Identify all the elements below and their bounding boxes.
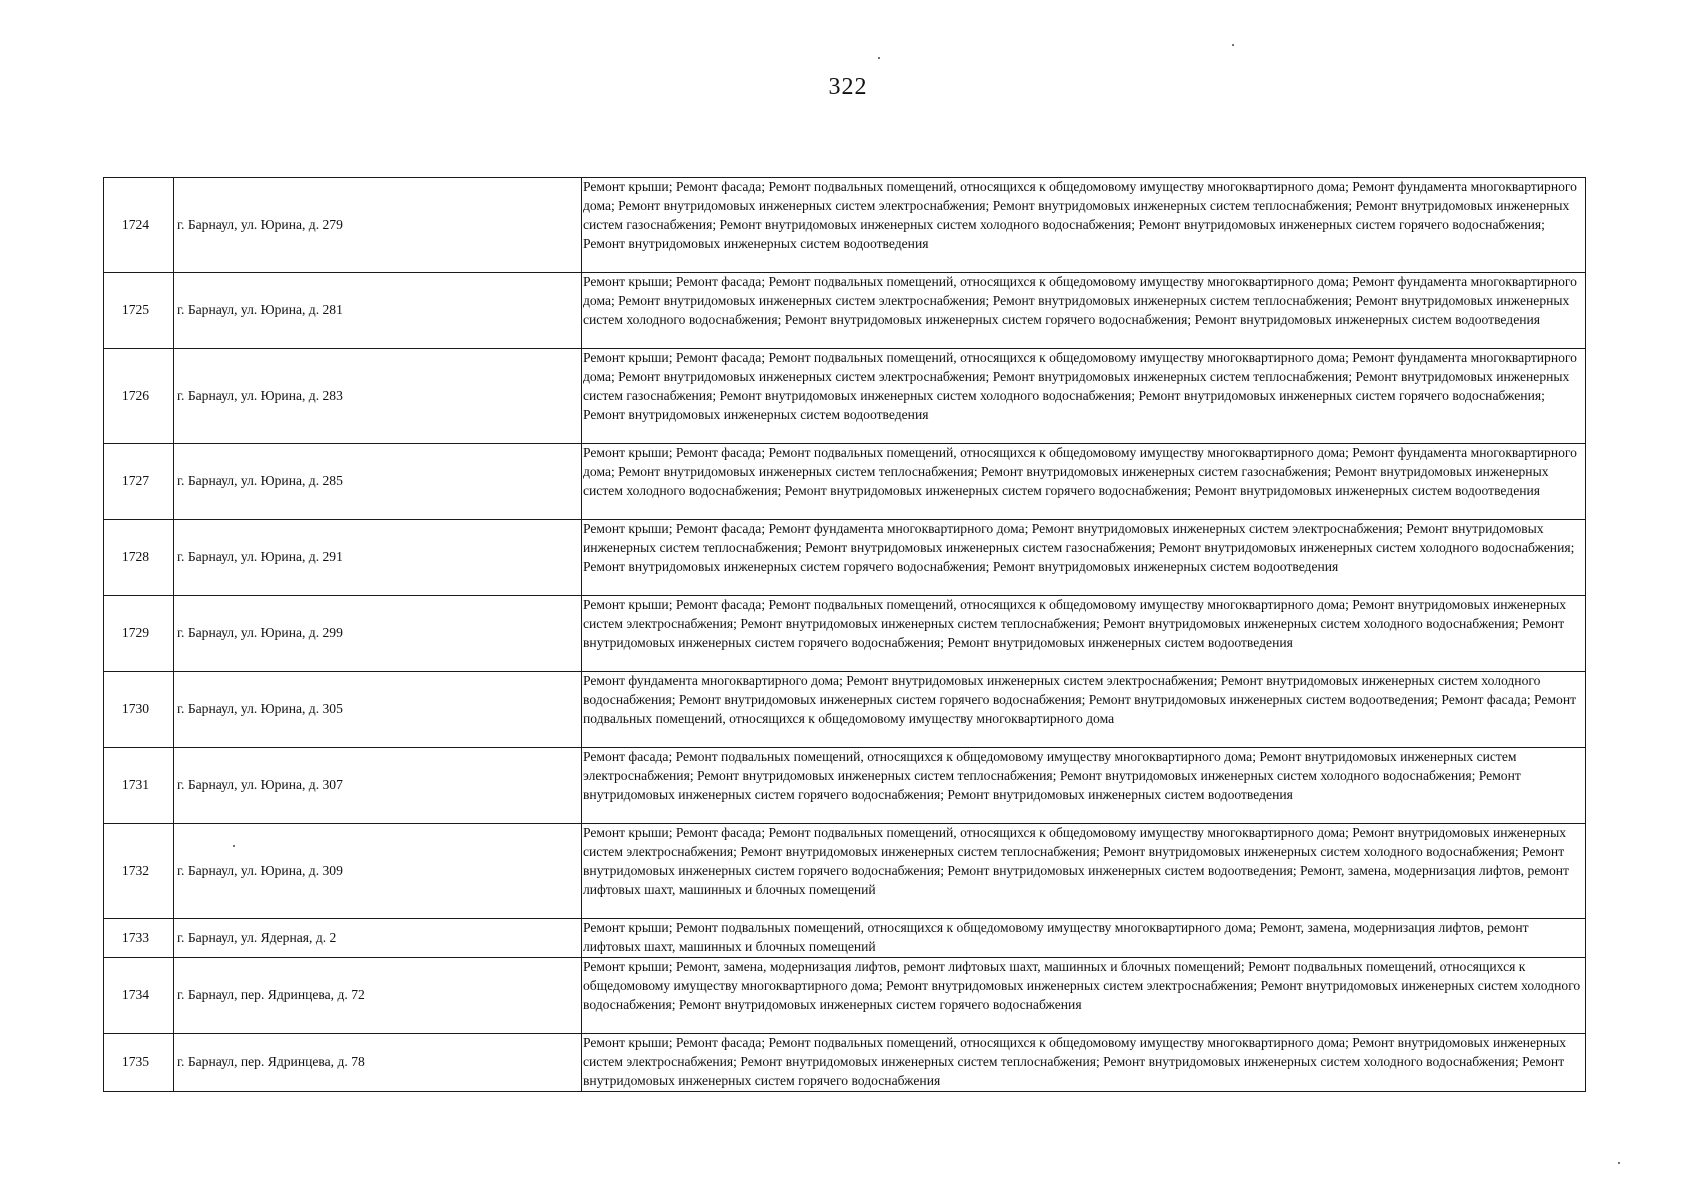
row-address: г. Барнаул, ул. Юрина, д. 283 (174, 349, 582, 444)
row-number: 1734 (104, 958, 174, 1034)
row-works: Ремонт крыши; Ремонт фасада; Ремонт подвальных помещений, относящихся к общедомовому имуществу многоквартирного дома; Ремонт фундамента многоквартирного дома; Ремонт внутридомовых инженерных систем электроснабжения; Ремонт внутридомовых инженерных систем теплоснабжения; Ремонт внутридомовых инженерных систем холодного водоснабжения; Ремонт внутридомовых инженерных систем горячего водоснабжения; Ремонт внутридомовых инженерных систем водоотведения (582, 273, 1586, 349)
row-number: 1731 (104, 748, 174, 824)
scan-speck (233, 845, 235, 847)
row-address: г. Барнаул, ул. Юрина, д. 299 (174, 596, 582, 672)
row-works: Ремонт крыши; Ремонт, замена, модернизация лифтов, ремонт лифтовых шахт, машинных и блочных помещений; Ремонт подвальных помещений, относящихся к общедомовому имуществу многоквартирного дома; Ремонт внутридомовых инженерных систем электроснабжения; Ремонт внутридомовых инженерных систем холодного водоснабжения; Ремонт внутридомовых инженерных систем горячего водоснабжения (582, 958, 1586, 1034)
row-works: Ремонт фундамента многоквартирного дома; Ремонт внутридомовых инженерных систем электроснабжения; Ремонт внутридомовых инженерных систем холодного водоснабжения; Ремонт внутридомовых инженерных систем горячего водоснабжения; Ремонт внутридомовых инженерных систем водоотведения; Ремонт фасада; Ремонт подвальных помещений, относящихся к общедомовому имуществу многоквартирного дома (582, 672, 1586, 748)
row-number: 1726 (104, 349, 174, 444)
table-row (104, 178, 1586, 273)
row-number: 1727 (104, 444, 174, 520)
table-row (104, 596, 1586, 672)
page-number: 322 (828, 74, 868, 100)
row-works: Ремонт крыши; Ремонт фасада; Ремонт фундамента многоквартирного дома; Ремонт внутридомовых инженерных систем электроснабжения; Ремонт внутридомовых инженерных систем теплоснабжения; Ремонт внутридомовых инженерных систем газоснабжения; Ремонт внутридомовых инженерных систем холодного водоснабжения; Ремонт внутридомовых инженерных систем горячего водоснабжения; Ремонт внутридомовых инженерных систем водоотведения (582, 520, 1586, 596)
table-row (104, 672, 1586, 748)
scan-speck (1618, 1162, 1620, 1164)
scan-speck (1232, 44, 1234, 46)
row-number: 1728 (104, 520, 174, 596)
table-row (104, 273, 1586, 349)
row-address: г. Барнаул, ул. Юрина, д. 279 (174, 178, 582, 273)
row-works: Ремонт крыши; Ремонт фасада; Ремонт подвальных помещений, относящихся к общедомовому имуществу многоквартирного дома; Ремонт внутридомовых инженерных систем электроснабжения; Ремонт внутридомовых инженерных систем теплоснабжения; Ремонт внутридомовых инженерных систем холодного водоснабжения; Ремонт внутридомовых инженерных систем горячего водоснабжения; Ремонт внутридомовых инженерных систем водоотведения (582, 596, 1586, 672)
row-works: Ремонт крыши; Ремонт подвальных помещений, относящихся к общедомовому имуществу многоквартирного дома; Ремонт, замена, модернизация лифтов, ремонт лифтовых шахт, машинных и блочных помещений (582, 919, 1586, 958)
repair-register-table (103, 177, 1586, 1092)
row-address: г. Барнаул, ул. Юрина, д. 305 (174, 672, 582, 748)
table-row (104, 824, 1586, 919)
scan-speck (878, 57, 880, 59)
row-address: г. Барнаул, пер. Ядринцева, д. 78 (174, 1034, 582, 1092)
row-address: г. Барнаул, ул. Ядерная, д. 2 (174, 919, 582, 958)
row-number: 1735 (104, 1034, 174, 1092)
row-works: Ремонт фасада; Ремонт подвальных помещений, относящихся к общедомовому имуществу многоквартирного дома; Ремонт внутридомовых инженерных систем электроснабжения; Ремонт внутридомовых инженерных систем теплоснабжения; Ремонт внутридомовых инженерных систем холодного водоснабжения; Ремонт внутридомовых инженерных систем горячего водоснабжения; Ремонт внутридомовых инженерных систем водоотведения (582, 748, 1586, 824)
row-works: Ремонт крыши; Ремонт фасада; Ремонт подвальных помещений, относящихся к общедомовому имуществу многоквартирного дома; Ремонт фундамента многоквартирного дома; Ремонт внутридомовых инженерных систем электроснабжения; Ремонт внутридомовых инженерных систем теплоснабжения; Ремонт внутридомовых инженерных систем газоснабжения; Ремонт внутридомовых инженерных систем холодного водоснабжения; Ремонт внутридомовых инженерных систем горячего водоснабжения; Ремонт внутридомовых инженерных систем водоотведения (582, 349, 1586, 444)
row-number: 1730 (104, 672, 174, 748)
row-address: г. Барнаул, ул. Юрина, д. 285 (174, 444, 582, 520)
row-works: Ремонт крыши; Ремонт фасада; Ремонт подвальных помещений, относящихся к общедомовому имуществу многоквартирного дома; Ремонт фундамента многоквартирного дома; Ремонт внутридомовых инженерных систем электроснабжения; Ремонт внутридомовых инженерных систем теплоснабжения; Ремонт внутридомовых инженерных систем газоснабжения; Ремонт внутридомовых инженерных систем холодного водоснабжения; Ремонт внутридомовых инженерных систем горячего водоснабжения; Ремонт внутридомовых инженерных систем водоотведения (582, 178, 1586, 273)
table-row (104, 444, 1586, 520)
row-number: 1724 (104, 178, 174, 273)
row-works: Ремонт крыши; Ремонт фасада; Ремонт подвальных помещений, относящихся к общедомовому имуществу многоквартирного дома; Ремонт внутридомовых инженерных систем электроснабжения; Ремонт внутридомовых инженерных систем теплоснабжения; Ремонт внутридомовых инженерных систем холодного водоснабжения; Ремонт внутридомовых инженерных систем горячего водоснабжения (582, 1034, 1586, 1092)
row-number: 1725 (104, 273, 174, 349)
table-row (104, 520, 1586, 596)
table-row (104, 1034, 1586, 1092)
row-address: г. Барнаул, ул. Юрина, д. 309 (174, 824, 582, 919)
row-address: г. Барнаул, ул. Юрина, д. 281 (174, 273, 582, 349)
table-row (104, 919, 1586, 958)
table-row (104, 958, 1586, 1034)
table-row (104, 748, 1586, 824)
row-number: 1733 (104, 919, 174, 958)
row-address: г. Барнаул, ул. Юрина, д. 291 (174, 520, 582, 596)
row-works: Ремонт крыши; Ремонт фасада; Ремонт подвальных помещений, относящихся к общедомовому имуществу многоквартирного дома; Ремонт фундамента многоквартирного дома; Ремонт внутридомовых инженерных систем теплоснабжения; Ремонт внутридомовых инженерных систем газоснабжения; Ремонт внутридомовых инженерных систем холодного водоснабжения; Ремонт внутридомовых инженерных систем горячего водоснабжения; Ремонт внутридомовых инженерных систем водоотведения (582, 444, 1586, 520)
table-row (104, 349, 1586, 444)
row-number: 1732 (104, 824, 174, 919)
row-number: 1729 (104, 596, 174, 672)
row-address: г. Барнаул, пер. Ядринцева, д. 72 (174, 958, 582, 1034)
row-works: Ремонт крыши; Ремонт фасада; Ремонт подвальных помещений, относящихся к общедомовому имуществу многоквартирного дома; Ремонт внутридомовых инженерных систем электроснабжения; Ремонт внутридомовых инженерных систем теплоснабжения; Ремонт внутридомовых инженерных систем холодного водоснабжения; Ремонт внутридомовых инженерных систем горячего водоснабжения; Ремонт внутридомовых инженерных систем водоотведения; Ремонт, замена, модернизация лифтов, ремонт лифтовых шахт, машинных и блочных помещений (582, 824, 1586, 919)
row-address: г. Барнаул, ул. Юрина, д. 307 (174, 748, 582, 824)
